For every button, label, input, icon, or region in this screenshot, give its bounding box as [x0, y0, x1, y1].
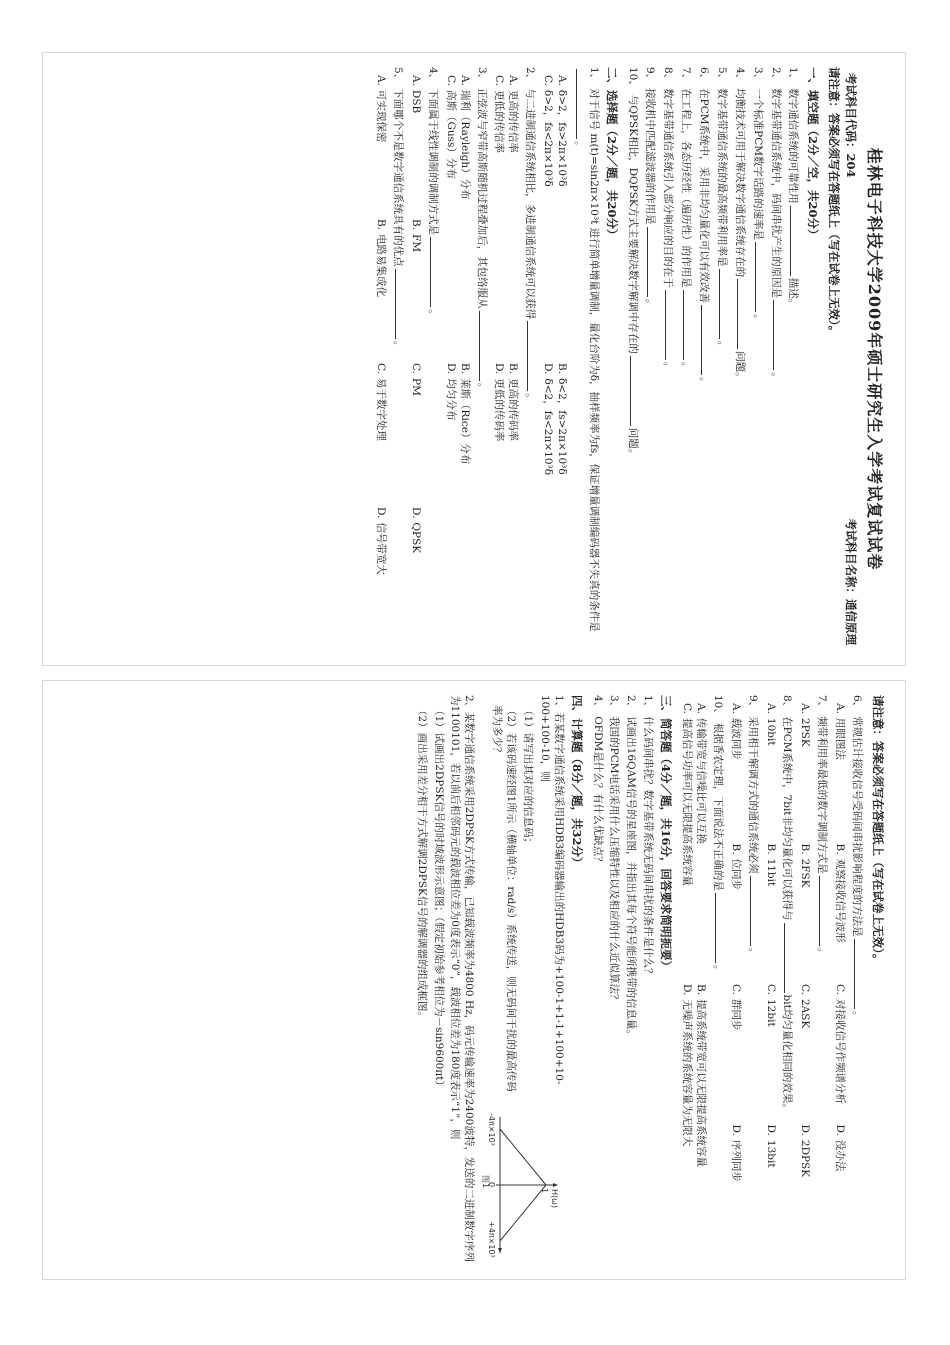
- question-number: 8、: [662, 67, 675, 85]
- question-text-tail: 。: [746, 947, 759, 959]
- question: [814, 695, 829, 1265]
- option: [374, 219, 388, 363]
- option: [797, 703, 811, 844]
- figure-1-triangle-response: [482, 1109, 562, 1259]
- option-label: C.: [444, 75, 457, 86]
- question-text-tail: 。: [769, 372, 782, 383]
- option-label: C.: [542, 75, 555, 86]
- option-list: [763, 703, 777, 1265]
- page-1-content: [53, 67, 887, 651]
- question-text: 在工程上，各态历经性（遍历性）的作用是: [680, 88, 693, 288]
- calc-question-1: 1、若某数字通信系统采用HDB3编码器输出的HDB3码为+100-1+1-1+100+10-100+100-10，则: [538, 695, 565, 1085]
- question-number: 2、: [625, 695, 638, 713]
- question-number: 6、: [698, 67, 711, 85]
- choice-questions-continued: [679, 695, 863, 1265]
- question-text-tail: 问题。: [626, 427, 639, 460]
- option: [457, 363, 471, 651]
- y-axis-arrow: [553, 1183, 558, 1187]
- option-label: D.: [493, 363, 506, 375]
- option: [728, 844, 742, 985]
- option-label: B.: [458, 363, 471, 375]
- question-text-tail: 描述。: [787, 277, 800, 310]
- question-text-tail: 。: [662, 361, 675, 373]
- option-label: A.: [507, 75, 520, 86]
- question-number: 9、: [746, 695, 759, 713]
- question-text-tail: 。: [524, 393, 537, 404]
- option-text: 莱斯（Rice）分布: [458, 378, 471, 465]
- answer-blank: [630, 356, 640, 426]
- section-fill-in-header: 一、填空题（2分／空，共20分）: [805, 67, 820, 241]
- option-label: C.: [833, 984, 846, 995]
- question-text: 接收机中匹配滤波器的作用是: [644, 88, 657, 225]
- question-text: OFDM是什么？有什么优缺点？: [591, 716, 604, 867]
- option: [505, 363, 519, 651]
- question-text-tail: 。: [427, 309, 440, 320]
- calc-question-2-part-2: （2）画出采用差分相干方式解调2DPSK信号的解调器的组成框图。: [415, 705, 428, 1022]
- question: [780, 695, 795, 1265]
- question-text: 我国的PCM电话采用什么压缩特性以及相应的什么近似算法？: [608, 716, 621, 1005]
- question: [661, 67, 676, 651]
- option: [374, 75, 388, 219]
- question-number: 7、: [816, 695, 829, 713]
- question: [714, 67, 729, 651]
- question: [849, 695, 864, 1265]
- option-label: D.: [410, 507, 423, 519]
- question-text: 与二进制通信系统相比，多进制通信系统可以获得: [524, 88, 537, 320]
- section-calculation-header: 四、计算题（8分／题，共32分）: [569, 695, 584, 869]
- question-text: 频带利用率最低的数字调制方式是: [816, 716, 829, 874]
- option-text: 序列同步: [729, 1139, 742, 1182]
- right-tick-label: +4π×10³: [486, 1221, 496, 1258]
- option: [443, 363, 457, 651]
- option-text: 信号带宽大: [375, 522, 388, 575]
- option-text: 更高的传码率: [507, 378, 520, 442]
- option: [832, 1125, 846, 1266]
- question: [696, 67, 711, 651]
- option-label: D.: [799, 1124, 812, 1136]
- option-list: [374, 75, 388, 651]
- option-text: 11bit: [764, 858, 777, 887]
- option-label: B.: [695, 984, 708, 996]
- option-text: 对接收信号作频谱分析: [833, 999, 846, 1104]
- fill-in-questions: [625, 67, 801, 651]
- option-text: 用眼图法: [833, 717, 846, 760]
- x-axis-arrow: [498, 1248, 502, 1253]
- question: [590, 695, 604, 1265]
- question-text: 一个标准PCM数字话路的速率是: [751, 88, 764, 241]
- option-text: 13bit: [764, 1139, 777, 1168]
- option-label: B.: [555, 363, 568, 375]
- question-number: 7、: [680, 67, 693, 85]
- option: [408, 219, 422, 363]
- exam-meta: [843, 73, 858, 645]
- question-text: 在PCM系统中，采用非均匀量化可以有效改善: [698, 88, 711, 304]
- question-number: 2、: [524, 67, 537, 85]
- option-label: B.: [799, 843, 812, 855]
- option-text: 易于数字处理: [375, 378, 388, 441]
- question-number: 6、: [850, 695, 863, 713]
- question-text-tail: 。: [751, 314, 764, 325]
- question-text: 采用相干解调方式的通信系统必须: [746, 716, 759, 874]
- option-text: 观察接收信号波形: [833, 858, 846, 943]
- page-2-content: [53, 695, 887, 1265]
- answer-blank: [819, 876, 829, 946]
- question-number: 1、: [787, 67, 800, 85]
- option-label: C.: [375, 363, 388, 374]
- question-number: 2、: [769, 67, 782, 85]
- question: [607, 695, 621, 1265]
- answer-blank: [737, 279, 747, 349]
- option-text: δ<2，fs>2π×10³δ: [555, 378, 568, 475]
- option-label: A.: [555, 75, 568, 86]
- option-text: 2DPSK: [799, 1139, 812, 1178]
- option: [679, 703, 693, 984]
- question: [640, 695, 654, 1265]
- option-list: [797, 703, 811, 1265]
- question-text-tail: 。: [475, 382, 488, 394]
- option: [374, 363, 388, 507]
- answer-blank: [773, 300, 783, 370]
- section-choice-header: 二、选择题（2分／题，共20分）: [604, 67, 619, 241]
- option: [797, 984, 811, 1125]
- question: [425, 67, 440, 651]
- question-text-tail: 。: [392, 340, 405, 352]
- question-number: 4、: [427, 67, 440, 85]
- question-text-tail: 。: [850, 1010, 863, 1022]
- option: [492, 363, 506, 651]
- question-text-tail: 。: [644, 298, 657, 310]
- option-label: C.: [410, 363, 423, 374]
- answer-blank: [854, 939, 864, 1009]
- question: [625, 67, 640, 651]
- option: [728, 703, 742, 844]
- option-list: [832, 703, 846, 1265]
- option-label: A.: [375, 75, 388, 86]
- option: [763, 984, 777, 1125]
- option-text: 更低的传码率: [493, 378, 506, 442]
- option-label: B.: [764, 843, 777, 855]
- option: [492, 75, 506, 363]
- option-label: D.: [833, 1124, 846, 1136]
- option: [693, 984, 707, 1265]
- question: [732, 67, 747, 651]
- question-text: 下面哪个不是数字通信系统具有的优点: [392, 88, 405, 267]
- option-text: FM: [410, 234, 423, 253]
- option: [797, 844, 811, 985]
- option-label: C.: [764, 984, 777, 995]
- question: [390, 67, 405, 651]
- answer-blank: [784, 923, 794, 993]
- option-label: A.: [764, 703, 777, 714]
- option: [374, 507, 388, 651]
- y-tick-label: 1: [539, 1188, 549, 1194]
- short-answer-questions: [590, 695, 654, 1265]
- option-text: δ<2，fs<2π×10³δ: [542, 378, 555, 476]
- question-text: 根据香农定理，下面说法不正确的是: [711, 722, 724, 891]
- option-text: 瑞利（Rayleigh）分布: [458, 89, 471, 200]
- option-label: C.: [799, 984, 812, 995]
- question: [623, 695, 637, 1265]
- answer-notice: 请注意：答案必须写在答题纸上（写在试卷上无效）。: [826, 67, 841, 338]
- option-list: [679, 703, 707, 1265]
- option-label: B.: [833, 843, 846, 855]
- question-text: 常规估计接收信号受码间串扰影响程度的方法是: [850, 716, 863, 937]
- section-short-answer-header: 三、简答题（4分／题，共16分，回答要求简明扼要）: [659, 695, 674, 973]
- option-label: B.: [410, 219, 423, 231]
- question: [710, 695, 725, 1265]
- question-text-tail: 。: [698, 377, 711, 388]
- option: [832, 844, 846, 985]
- option: [832, 703, 846, 844]
- option: [763, 1125, 777, 1266]
- question-text-tail: 。: [816, 947, 829, 959]
- answer-blank: [683, 290, 693, 360]
- option-label: A.: [458, 75, 471, 86]
- question-number: 10、: [711, 695, 724, 719]
- answer-blank: [755, 242, 765, 312]
- option: [540, 75, 554, 363]
- option-text: 可实现保密: [375, 89, 388, 143]
- question-number: 3、: [475, 67, 488, 85]
- option-text: 位同步: [729, 858, 742, 891]
- option-text: 提高系统带宽可以无限提高系统容量: [695, 999, 708, 1168]
- option-list: [540, 75, 568, 651]
- figure-1-svg: [482, 1109, 562, 1259]
- option: [728, 1125, 742, 1266]
- option: [554, 363, 568, 651]
- question-number: 1、: [642, 695, 655, 713]
- option-text: 群同步: [729, 999, 742, 1031]
- answer-blank: [665, 290, 675, 360]
- question-text-tail: 。: [711, 964, 724, 976]
- question-number: 1、: [587, 67, 600, 85]
- option-list: [408, 75, 422, 651]
- option-text: DSB: [410, 89, 423, 114]
- option-list: [728, 703, 742, 1265]
- question-number: 8、: [781, 695, 794, 713]
- calc-question-2: 2、某数字通信系统采用2DPSK方式传输，已知载波频率为4800 Hz，码元传输速率为2400波特，发送的二进制数字序列为1100101，若以前后相邻码元的载波相位差为0度表示“0”，载波相位差为180度表示“1”，则: [449, 695, 476, 1262]
- question-text: 均衡技术可用于解决数字通信系统存在的: [733, 88, 746, 278]
- question-text: 试画出16QAM信号的星座图，并指出其每个符号能所携带的信息量。: [625, 716, 638, 1040]
- zero-tick-label: 0: [486, 1182, 496, 1188]
- option-label: B.: [507, 363, 520, 375]
- exam-title: 桂林电子科技大学2009年硕士研究生入学考试复试试卷: [865, 147, 884, 571]
- question-text: 数字基带通信系统引入部分响应的目的在于: [662, 88, 675, 288]
- question-text: 什么码间串扰？数字基带系统无码间串扰的条件是什么？: [642, 716, 655, 979]
- question-number: 5、: [715, 67, 728, 85]
- subject-code: 考试科目代码：204: [843, 73, 858, 178]
- option-text: 电路易集成化: [375, 234, 388, 298]
- option: [505, 75, 519, 363]
- question: [474, 67, 489, 651]
- option-label: B.: [375, 219, 388, 231]
- question: [522, 67, 537, 651]
- option-label: C.: [681, 703, 694, 714]
- calc-question-1-part-1: （1）请写出其对应的信息码；: [521, 705, 534, 849]
- answer-blank: [576, 69, 586, 139]
- answer-blank: [430, 237, 440, 307]
- option: [457, 75, 471, 363]
- question-text-tail: 问题。: [733, 351, 746, 383]
- question-text: 对于信号 m(t)=sin2π×10³t 进行简单增量调制，量化台阶为δ，抽样频率为fs，保证增量调制编码器不失真的条件是: [587, 88, 600, 632]
- option-text: δ>2，fs>2π×10³δ: [555, 89, 568, 187]
- option: [693, 703, 707, 984]
- choice-questions: [374, 67, 600, 651]
- option-label: D.: [681, 984, 694, 996]
- option-text: 均匀分布: [444, 378, 457, 421]
- option: [728, 984, 742, 1125]
- option: [408, 363, 422, 507]
- option-text: PM: [410, 378, 423, 396]
- answer-notice: 请注意：答案必须写在答题纸上（写在试卷上无效）。: [871, 695, 885, 966]
- option-label: D.: [729, 1124, 742, 1136]
- option-text: 2PSK: [799, 717, 812, 747]
- left-tick-label: -4π×10³: [486, 1113, 496, 1146]
- question: [786, 67, 801, 651]
- option-list: [443, 75, 471, 651]
- option-list: [492, 75, 520, 651]
- option-text: δ>2，fs<2π×10³δ: [542, 90, 555, 187]
- option: [797, 1125, 811, 1266]
- option-text: 12bit: [764, 999, 777, 1027]
- figure-caption: 图1: [481, 1175, 490, 1189]
- option-label: A.: [729, 703, 742, 714]
- option-label: A.: [410, 75, 423, 86]
- option-text: 传输带宽与信噪比可以互换: [695, 717, 708, 844]
- option: [540, 363, 554, 651]
- answer-blank: [719, 269, 729, 339]
- exam-page-2: [42, 680, 906, 1280]
- option-label: B.: [729, 843, 742, 855]
- answer-blank: [648, 227, 658, 297]
- answer-blank: [715, 893, 725, 963]
- question-text-tail: 。: [680, 361, 693, 373]
- option: [763, 703, 777, 844]
- option-label: C.: [729, 984, 742, 995]
- question-text-tail: bit均匀量化相同的效果。: [781, 994, 794, 1114]
- option-label: D.: [444, 363, 457, 375]
- option-text: 没办法: [833, 1139, 846, 1172]
- calc-question-1-part-2: （2）若该码速经图1所示（横轴单位：rad/s）系统传送，则无码间干扰的最高传码率为多少？: [491, 705, 518, 1092]
- option-label: D.: [764, 1124, 777, 1136]
- question-text-tail: 。: [572, 141, 585, 152]
- answer-blank: [701, 305, 711, 375]
- option-text: 无噪声系统的系统容量为无限大: [681, 999, 694, 1147]
- question-number: 4、: [591, 695, 604, 713]
- question-number: 3、: [751, 67, 764, 85]
- question-number: 5、: [392, 67, 405, 85]
- option-text: 提高信号功率可以无限提高系统容量: [681, 718, 694, 886]
- option: [763, 844, 777, 985]
- question: [678, 67, 693, 651]
- answer-blank: [395, 269, 405, 339]
- option-label: D.: [375, 507, 388, 519]
- calc-question-2-part-1: （1）试画出2DPSK信号的时域波形示意图；（假定初始参考相位为－sin9600πt）: [432, 705, 445, 1091]
- answer-blank: [750, 876, 760, 946]
- question: [571, 67, 600, 651]
- option-label: C.: [493, 75, 506, 86]
- option: [408, 507, 422, 651]
- question: [768, 67, 783, 651]
- answer-blank: [527, 321, 537, 391]
- exam-page-1: [42, 52, 906, 666]
- option-text: 2FSK: [799, 858, 812, 888]
- question-number: 4、: [733, 67, 746, 85]
- option-text: 更高的传信率: [507, 89, 520, 153]
- option-text: 载波同步: [729, 717, 742, 760]
- answer-blank: [479, 311, 489, 381]
- y-axis-label: H(ω): [549, 1189, 559, 1208]
- option-label: A.: [833, 703, 846, 714]
- question-text: 数字基带通信系统的最高频带利用率是: [715, 88, 728, 267]
- question-number: 3、: [608, 695, 621, 713]
- question-text: 数字通信系统的可靠性用: [787, 88, 800, 204]
- question-text: 在PCM系统中，7bit非均匀量化可以获得与: [781, 716, 794, 921]
- question-number: 10、: [626, 67, 639, 91]
- question: [643, 67, 658, 651]
- option: [554, 75, 568, 363]
- question-text: 与QPSK相比，DQPSK方式主要解决数字解调中存在的: [626, 94, 639, 354]
- option: [679, 984, 693, 1265]
- option-label: A.: [695, 703, 708, 714]
- option-text: 更低的传信率: [493, 90, 506, 153]
- option: [832, 984, 846, 1125]
- option-text: 2ASK: [799, 999, 812, 1029]
- answer-blank: [790, 206, 800, 276]
- question-text: 下面属于线性调制的调制方式是: [427, 88, 440, 236]
- option-text: QPSK: [410, 522, 423, 554]
- question-text-tail: 。: [715, 340, 728, 352]
- option-text: 10bit: [764, 717, 777, 746]
- subject-name: 考试科目名称：通信原理: [843, 518, 858, 645]
- question-text: 正弦波与窄带高斯随机过程叠加后，其包络服从: [475, 88, 488, 309]
- option-label: D.: [542, 363, 555, 375]
- option-label: A.: [799, 703, 812, 714]
- question: [750, 67, 765, 651]
- option: [443, 75, 457, 363]
- question: [745, 695, 760, 1265]
- option: [408, 75, 422, 219]
- question-text: 数字基带通信系统中，码间串扰产生的原因是: [769, 88, 782, 299]
- calculation-section: [414, 695, 584, 1265]
- option-text: 高斯（Guss）分布: [444, 90, 457, 179]
- question-number: 9、: [644, 67, 657, 85]
